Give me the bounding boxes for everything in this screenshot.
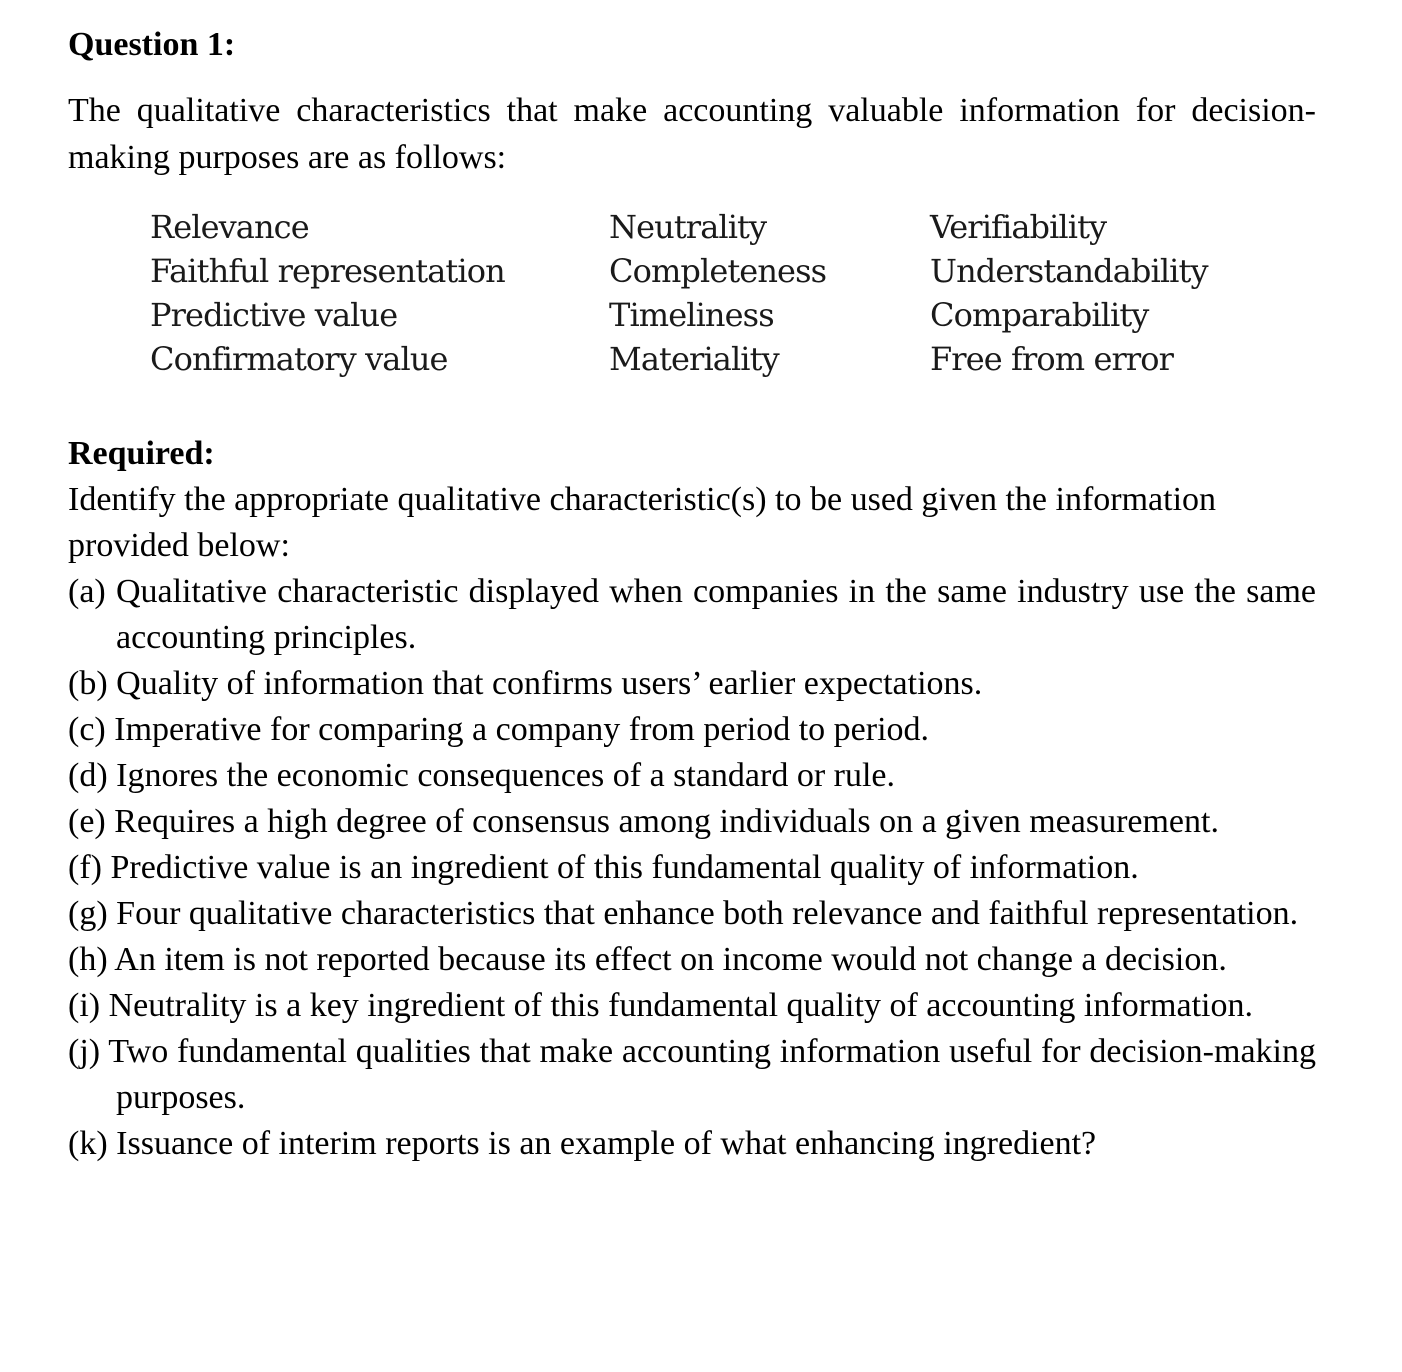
item-marker: (e)	[68, 803, 106, 840]
characteristic-term: Faithful representation	[150, 252, 505, 290]
characteristics-table	[68, 181, 1316, 431]
item-text: Qualitative characteristic displayed when companies in the same industry use the same accounting principles.	[115, 573, 1316, 656]
characteristic-term: Predictive value	[150, 296, 398, 334]
item-marker: (g)	[68, 895, 108, 932]
characteristic-term: Timeliness	[609, 296, 774, 334]
characteristic-term: Free from error	[930, 340, 1174, 378]
item-text: Quality of information that confirms users’ earlier expectations.	[116, 665, 983, 702]
characteristics-column-3	[930, 205, 1208, 381]
item-text: Requires a high degree of consensus among individuals on a given measurement.	[114, 803, 1219, 840]
required-item	[68, 891, 1316, 937]
required-item	[68, 1029, 1316, 1121]
required-instructions: Identify the appropriate qualitative characteristic(s) to be used given the information provided below:	[68, 481, 1217, 564]
item-text: Imperative for comparing a company from period to period.	[114, 711, 930, 748]
required-item	[68, 753, 1316, 799]
required-item	[68, 937, 1316, 983]
item-marker: (k)	[68, 1125, 108, 1162]
question-title: Question 1:	[68, 26, 236, 63]
characteristic-term: Verifiability	[930, 208, 1107, 246]
item-marker: (h)	[68, 941, 108, 978]
item-marker: (c)	[68, 711, 106, 748]
item-text: Predictive value is an ingredient of this fundamental quality of information.	[110, 849, 1139, 886]
characteristic-term: Materiality	[609, 340, 779, 378]
characteristic-term: Confirmatory value	[150, 340, 448, 378]
required-item	[68, 799, 1316, 845]
item-text: Neutrality is a key ingredient of this fundamental quality of accounting information.	[108, 987, 1253, 1024]
item-marker: (j)	[68, 1033, 101, 1070]
item-text: Issuance of interim reports is an example of what enhancing ingredient?	[116, 1125, 1097, 1162]
characteristic-term: Understandability	[930, 252, 1208, 290]
item-marker: (a)	[68, 573, 106, 610]
characteristic-term: Relevance	[150, 208, 309, 246]
question-document	[68, 22, 1316, 1167]
required-heading: Required:	[68, 435, 215, 472]
question-intro: The qualitative characteristics that make accounting valuable information for decision-making purposes are as follows:	[68, 92, 1316, 176]
item-text: Two fundamental qualities that make accounting information useful for decision-making purposes.	[108, 1033, 1316, 1116]
item-text: Ignores the economic consequences of a standard or rule.	[116, 757, 896, 794]
required-items-list	[68, 569, 1316, 1167]
item-text: Four qualitative characteristics that enhance both relevance and faithful representation.	[116, 895, 1299, 932]
characteristics-column-2	[609, 205, 826, 381]
characteristic-term: Neutrality	[609, 208, 767, 246]
required-item	[68, 983, 1316, 1029]
item-text: An item is not reported because its effect on income would not change a decision.	[114, 941, 1227, 978]
required-item	[68, 1121, 1316, 1167]
characteristic-term: Completeness	[609, 252, 827, 290]
required-item	[68, 845, 1316, 891]
characteristics-column-1	[150, 205, 505, 381]
item-marker: (d)	[68, 757, 108, 794]
characteristic-term: Comparability	[930, 296, 1149, 334]
required-item	[68, 569, 1316, 661]
required-item	[68, 707, 1316, 753]
item-marker: (f)	[68, 849, 102, 886]
item-marker: (b)	[68, 665, 108, 702]
item-marker: (i)	[68, 987, 101, 1024]
required-item	[68, 661, 1316, 707]
